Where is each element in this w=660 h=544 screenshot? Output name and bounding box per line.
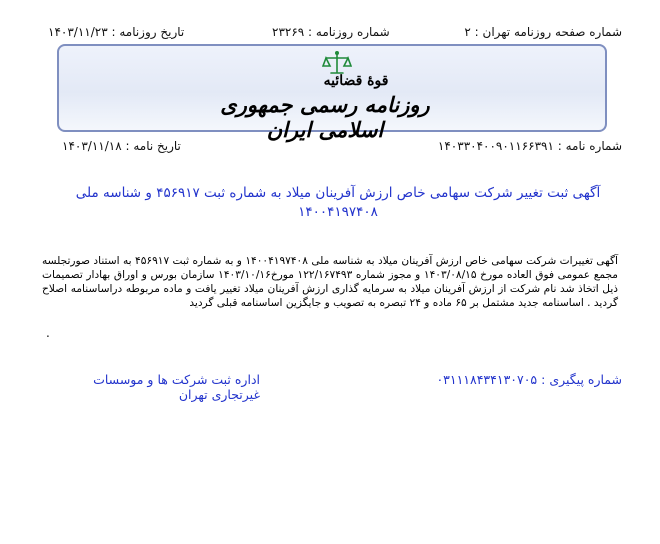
letter-date: تاریخ نامه : ۱۴۰۳/۱۱/۱۸: [62, 139, 181, 153]
judiciary-wordmark: قوهٔ قضائیه: [323, 73, 389, 89]
letter-number: شماره نامه : ۱۴۰۳۳۰۴۰۰۹۰۱۱۶۶۳۹۱: [437, 139, 622, 153]
newspaper-number: شماره روزنامه : ۲۳۲۶۹: [272, 25, 390, 39]
official-gazette-wordmark: روزنامه رسمی جمهوری اسلامی ایران: [220, 92, 430, 142]
tracking-number: شماره پیگیری : ۰۳۱۱۱۸۴۳۴۱۳۰۷۰۵: [436, 372, 622, 387]
end-mark: .: [46, 326, 50, 340]
announcement-body: آگهی تغییرات شرکت سهامی خاص ارزش آفرینان میلاد به شناسه ملی ۱۴۰۰۴۱۹۷۴۰۸ و به شماره ثبت ۴۵۶۹۱۷ به استناد صورتجلسه مجمع عمومی فوق العاده مورخ ۱۴۰۳/۰۸/۱۵ و مجوز شماره ۱۲۲/۱۶۷۴۹۳ مورخ۱۴۰۳/۱۰/۱۶ سازمان بورس و اوراق بهادار تصمیمات ذیل اتخاذ شد نام شرکت از ارزش آفرینان میلاد به سرمایه گذاری ارزش آفرینان میلاد تغییر یافت و ماده مربوطه دراساسنامه اصلاح گردید . اساسنامه جدید مشتمل بر ۶۵ ماده و ۲۴ تبصره به تصویب و جایگزین اساسنامه قبلی گردید: [42, 255, 618, 309]
announcement-title-line1: آگهی ثبت تغییر شرکت سهامی خاص ارزش آفرینان میلاد به شماره ثبت ۴۵۶۹۱۷ و شناسه ملی: [75, 185, 601, 201]
page-number: شماره صفحه روزنامه تهران : ۲: [464, 25, 622, 39]
registration-office: اداره ثبت شرکت ها و موسسات غیرتجاری تهران: [93, 372, 260, 402]
announcement-title-line2: ۱۴۰۰۴۱۹۷۴۰۸: [298, 204, 378, 220]
announcement-title: [50, 184, 626, 222]
newspaper-date: تاریخ روزنامه : ۱۴۰۳/۱۱/۲۳: [48, 25, 185, 39]
